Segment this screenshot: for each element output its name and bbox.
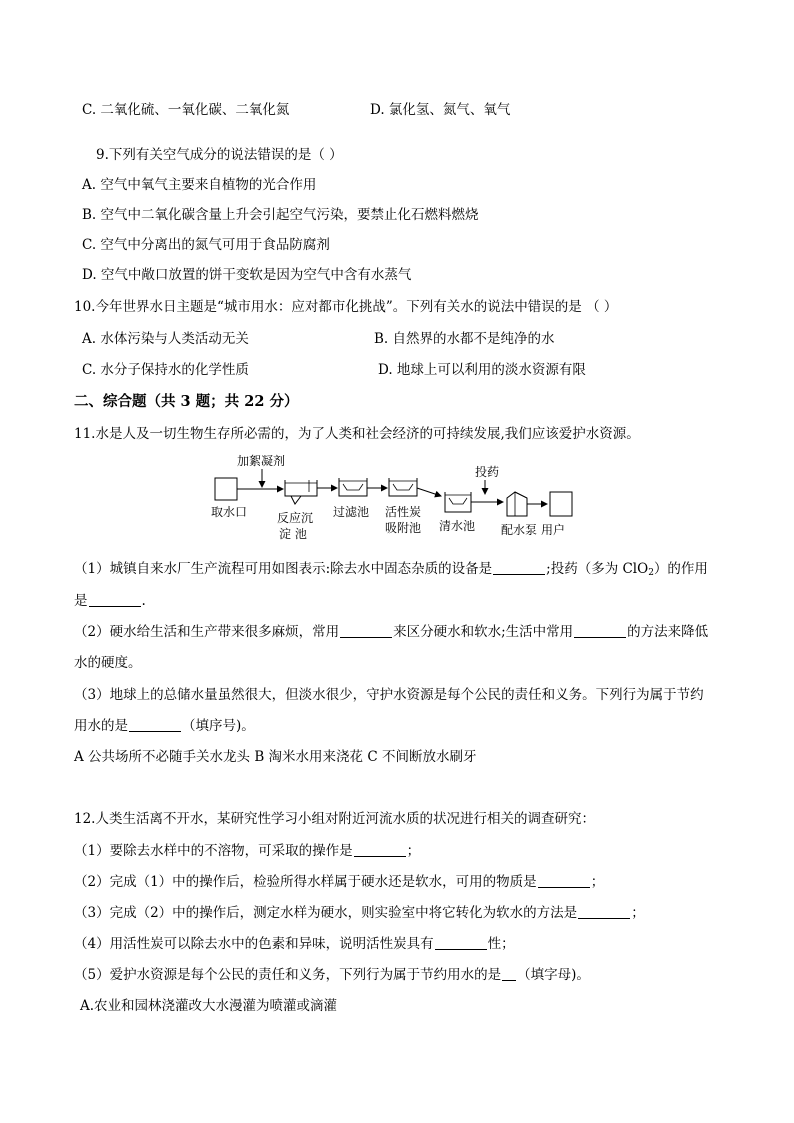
q12-part1-end: ； bbox=[406, 843, 421, 859]
clear-tank-label: 清水池 bbox=[439, 519, 476, 533]
q10-option-c: C. 水分子保持水的化学性质 bbox=[82, 362, 249, 378]
q11-part1-blank-1[interactable] bbox=[493, 560, 545, 575]
carbon-tank-label-2: 吸附池 bbox=[385, 521, 422, 535]
q12-part2-blank[interactable] bbox=[538, 873, 590, 888]
q12-part2-text: （2）完成（1）中的操作后，检验所得水样属于硬水还是软水，可用的物质是 bbox=[74, 874, 537, 890]
q11-part1-line2 bbox=[74, 592, 146, 610]
section-heading: 二、综合题（共 3 题；共 22 分） bbox=[74, 393, 299, 410]
q8-option-d: D. 氯化氢、氮气、氧气 bbox=[370, 102, 511, 118]
intake-box bbox=[215, 478, 237, 500]
filter-tank-label: 过滤池 bbox=[333, 505, 370, 519]
coagulant-label: 加絮凝剂 bbox=[237, 454, 286, 468]
q12-part4-blank[interactable] bbox=[435, 935, 487, 950]
q12-part5-end: （填字母)。 bbox=[517, 967, 590, 983]
q11-part3-text-c: （填序号)。 bbox=[182, 718, 255, 734]
q9-stem: 9.下列有关空气成分的说法错误的是（ ） bbox=[96, 147, 343, 163]
flow-arrow-4 bbox=[417, 488, 441, 496]
q11-part2-blank-2[interactable] bbox=[574, 623, 626, 638]
q11-part1-text-d: 是 bbox=[74, 593, 88, 609]
q11-part1-text-c: ）的作用 bbox=[653, 561, 708, 577]
carbon-tank-label-1: 活性炭 bbox=[385, 505, 422, 519]
q11-part2-text-a: （2）硬水给生活和生产带来很多麻烦，常用 bbox=[74, 624, 340, 640]
q12-part1-blank[interactable] bbox=[354, 842, 406, 857]
clear-water-tank bbox=[445, 492, 471, 512]
q8-option-c: C. 二氧化硫、一氧化碳、二氧化氮 bbox=[82, 102, 290, 118]
water-treatment-flow-diagram bbox=[205, 452, 585, 544]
pump-label: 配水泵 bbox=[501, 523, 538, 537]
q9-option-b: B. 空气中二氧化碳含量上升会引起空气污染，要禁止化石燃料燃烧 bbox=[82, 207, 479, 223]
q10-option-a: A. 水体污染与人类活动无关 bbox=[82, 331, 249, 347]
q11-part1-text-b: ;投药（多为 ClO bbox=[546, 561, 649, 577]
q11-part2-text-c: 的方法来降低 bbox=[627, 624, 709, 640]
q12-part3 bbox=[74, 904, 645, 922]
q12-part5-option-a: A.农业和园林浇灌改大水漫灌为喷灌或滴灌 bbox=[80, 998, 338, 1014]
q11-part2-line2: 水的硬度。 bbox=[74, 655, 142, 671]
q9-option-c: C. 空气中分离出的氮气可用于食品防腐剂 bbox=[82, 237, 330, 253]
pump-icon bbox=[507, 492, 527, 516]
q12-part2 bbox=[74, 873, 604, 891]
q11-part3-line2 bbox=[74, 717, 255, 735]
q11-part3-text-b: 用水的是 bbox=[74, 718, 128, 734]
q11-part3-options: A 公共场所不必随手关水龙头 B 淘米水用来浇花 C 不间断放水刷牙 bbox=[74, 749, 477, 765]
q12-part5-text: （5）爱护水资源是每个公民的责任和义务，下列行为属于节约用水的是 bbox=[74, 967, 502, 983]
q9-option-a: A. 空气中氧气主要来自植物的光合作用 bbox=[82, 177, 317, 193]
q11-part2-line1 bbox=[74, 623, 708, 641]
q11-part2-blank-1[interactable] bbox=[340, 623, 392, 638]
user-box bbox=[550, 492, 572, 516]
q10-stem: 10.今年世界水日主题是“城市用水：应对都市化挑战”。下列有关水的说法中错误的是 （ ） bbox=[74, 299, 618, 315]
q12-part2-end: ； bbox=[590, 874, 605, 890]
q11-part1-line1 bbox=[74, 560, 708, 582]
q12-part3-text: （3）完成（2）中的操作后，测定水样为硬水，则实验室中将它转化为软水的方法是 bbox=[74, 905, 578, 921]
reaction-tank-label-1: 反应沉 bbox=[277, 511, 314, 525]
q11-part3-line1: （3）地球上的总储水量虽然很大，但淡水很少，守护水资源是每个公民的责任和义务。下列行为属于节约 bbox=[74, 687, 704, 703]
q12-part1 bbox=[74, 842, 420, 860]
q11-part2-text-b: 来区分硬水和软水;生活中常用 bbox=[393, 624, 574, 640]
q12-part4 bbox=[74, 935, 515, 953]
q10-option-b: B. 自然界的水都不是纯净的水 bbox=[374, 331, 555, 347]
intake-label: 取水口 bbox=[211, 505, 248, 519]
q10-option-d: D. 地球上可以利用的淡水资源有限 bbox=[378, 362, 586, 378]
q12-part5-blank[interactable] bbox=[502, 966, 516, 981]
q11-part1-text-e: . bbox=[141, 593, 146, 609]
reaction-tank bbox=[285, 480, 317, 504]
q12-part4-end: 性； bbox=[487, 936, 515, 952]
filter-tank bbox=[339, 478, 367, 496]
dosing-label: 投药 bbox=[475, 465, 500, 479]
q11-part3-blank[interactable] bbox=[129, 717, 181, 732]
q12-part3-end: ； bbox=[631, 905, 645, 921]
q12-part4-text: （4）用活性炭可以除去水中的色素和异味，说明活性炭具有 bbox=[74, 936, 434, 952]
q12-part3-blank[interactable] bbox=[578, 904, 630, 919]
q9-option-d: D. 空气中敞口放置的饼干变软是因为空气中含有水蒸气 bbox=[82, 267, 412, 283]
carbon-adsorption-tank bbox=[389, 478, 417, 496]
q11-part1-text-a: （1）城镇自来水厂生产流程可用如图表示:除去水中固态杂质的设备是 bbox=[74, 561, 493, 577]
user-label: 用户 bbox=[541, 523, 566, 537]
q12-part1-text: （1）要除去水样中的不溶物，可采取的操作是 bbox=[74, 843, 353, 859]
q12-stem: 12.人类生活离不开水，某研究性学习小组对附近河流水质的状况进行相关的调查研究： bbox=[74, 811, 595, 827]
q11-stem: 11.水是人及一切生物生存所必需的，为了人类和社会经济的可持续发展,我们应该爱护水资源。 bbox=[74, 426, 640, 442]
q12-part5 bbox=[74, 966, 590, 984]
reaction-tank-label-2: 淀 池 bbox=[279, 527, 307, 541]
q11-part1-blank-2[interactable] bbox=[89, 592, 141, 607]
q11-part1-subscript: 2 bbox=[648, 568, 654, 578]
